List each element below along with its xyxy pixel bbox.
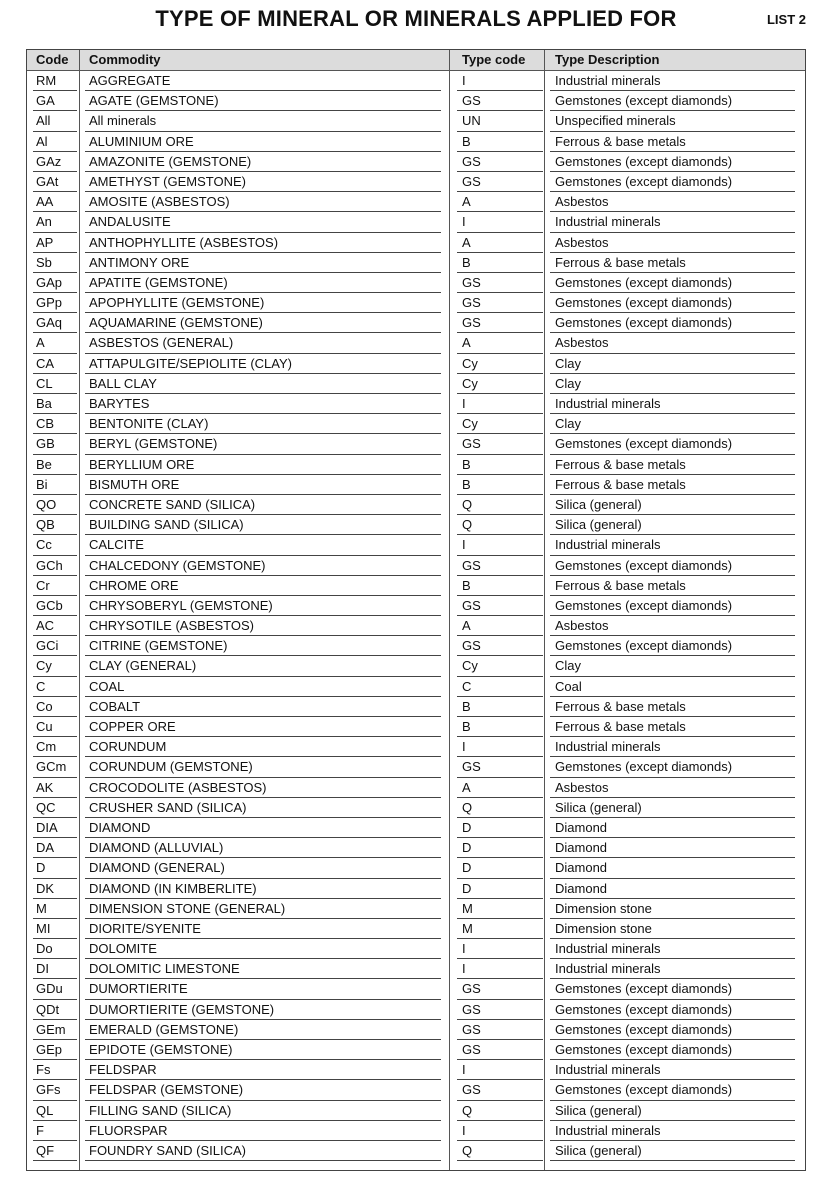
cell-type-description: Gemstones (except diamonds)	[555, 274, 733, 290]
cell-commodity: APOPHYLLITE (GEMSTONE)	[89, 295, 265, 311]
cell-type-description: Asbestos	[555, 618, 609, 634]
cell-type-description: Industrial minerals	[555, 961, 661, 977]
cell-type-description: Gemstones (except diamonds)	[555, 1001, 733, 1017]
cell-code: Cr	[36, 577, 50, 593]
cell-code: GCm	[36, 759, 67, 775]
table-row	[27, 1000, 805, 1020]
cell-code: A	[36, 335, 45, 351]
table-row	[27, 293, 805, 313]
cell-commodity: CORUNDUM	[89, 739, 167, 755]
cell-type-code: Cy	[462, 375, 478, 391]
cell-commodity: CLAY (GENERAL)	[89, 658, 197, 674]
table-row	[27, 132, 805, 152]
minerals-table	[26, 49, 806, 1171]
table-row	[27, 596, 805, 616]
cell-code: CA	[36, 355, 55, 371]
table-row	[27, 515, 805, 535]
cell-code: DIA	[36, 819, 58, 835]
table-row	[27, 434, 805, 454]
cell-commodity: BALL CLAY	[89, 375, 157, 391]
cell-commodity: CONCRETE SAND (SILICA)	[89, 496, 256, 512]
cell-type-code: B	[462, 698, 471, 714]
cell-code: Be	[36, 456, 52, 472]
cell-commodity: CORUNDUM (GEMSTONE)	[89, 759, 253, 775]
row-underline	[33, 1160, 77, 1161]
cell-type-code: A	[462, 234, 471, 250]
cell-commodity: FELDSPAR (GEMSTONE)	[89, 1082, 244, 1098]
cell-code: D	[36, 860, 46, 876]
cell-commodity: DOLOMITIC LIMESTONE	[89, 961, 240, 977]
table-row	[27, 91, 805, 111]
cell-type-code: Q	[462, 1142, 473, 1158]
table-row	[27, 576, 805, 596]
cell-type-description: Gemstones (except diamonds)	[555, 597, 733, 613]
cell-code: QL	[36, 1102, 54, 1118]
cell-code: GEp	[36, 1042, 63, 1057]
cell-type-description: Unspecified minerals	[555, 113, 676, 129]
list-label: LIST 2	[766, 12, 806, 27]
cell-type-description: Silica (general)	[555, 1102, 642, 1118]
cell-code: F	[36, 1122, 44, 1138]
cell-type-description: Ferrous & base metals	[555, 577, 686, 593]
cell-code: AP	[36, 234, 54, 250]
table-row	[27, 899, 805, 919]
cell-commodity: BERYLLIUM ORE	[89, 456, 195, 472]
table-row	[27, 455, 805, 475]
cell-type-description: Gemstones (except diamonds)	[555, 557, 733, 573]
table-row	[27, 879, 805, 899]
cell-commodity: DIAMOND (IN KIMBERLITE)	[89, 880, 257, 896]
cell-type-code: Cy	[462, 658, 478, 674]
table-row	[27, 919, 805, 939]
table-row	[27, 152, 805, 172]
cell-type-code: Cy	[462, 355, 478, 371]
cell-type-description: Gemstones (except diamonds)	[555, 93, 733, 109]
cell-type-description: Asbestos	[555, 335, 609, 351]
cell-type-description: Industrial minerals	[555, 941, 661, 957]
cell-commodity: DIORITE/SYENITE	[89, 920, 201, 936]
cell-code: Cu	[36, 719, 53, 734]
cell-code: QDt	[36, 1001, 60, 1017]
cell-type-code: I	[462, 941, 466, 957]
cell-type-description: Gemstones (except diamonds)	[555, 759, 733, 775]
cell-commodity: CHRYSOTILE (ASBESTOS)	[89, 618, 254, 634]
cell-type-code: GS	[462, 1001, 481, 1017]
cell-commodity: ATTAPULGITE/SEPIOLITE (CLAY)	[89, 355, 292, 371]
row-underline	[457, 1160, 543, 1161]
cell-type-description: Ferrous & base metals	[555, 133, 686, 149]
cell-commodity: AMOSITE (ASBESTOS)	[89, 194, 230, 210]
table-row	[27, 253, 805, 273]
table-row	[27, 212, 805, 232]
cell-code: An	[36, 214, 52, 230]
cell-code: All	[36, 113, 51, 129]
cell-type-code: GS	[462, 638, 481, 654]
cell-commodity: BUILDING SAND (SILICA)	[89, 517, 244, 533]
table-row	[27, 1080, 805, 1100]
cell-code: DA	[36, 840, 55, 856]
cell-type-code: GS	[462, 1021, 481, 1037]
cell-commodity: DIMENSION STONE (GENERAL)	[89, 900, 286, 916]
cell-type-description: Ferrous & base metals	[555, 698, 686, 714]
cell-code: QO	[36, 496, 57, 512]
cell-type-description: Clay	[555, 658, 582, 674]
cell-type-code: A	[462, 779, 471, 795]
cell-type-code: GS	[462, 315, 481, 331]
cell-commodity: COBALT	[89, 698, 141, 714]
cell-type-code: A	[462, 194, 471, 210]
cell-type-code: A	[462, 335, 471, 351]
cell-type-code: D	[462, 880, 472, 896]
table-row	[27, 838, 805, 858]
cell-type-description: Gemstones (except diamonds)	[555, 436, 733, 452]
table-row	[27, 697, 805, 717]
cell-commodity: BENTONITE (CLAY)	[89, 416, 209, 432]
cell-type-code: D	[462, 840, 472, 856]
cell-commodity: DIAMOND	[89, 819, 151, 835]
table-row	[27, 636, 805, 656]
cell-code: CL	[36, 375, 53, 391]
table-row	[27, 313, 805, 333]
cell-type-code: I	[462, 396, 466, 411]
cell-type-code: GS	[462, 436, 481, 452]
cell-commodity: CITRINE (GEMSTONE)	[89, 638, 228, 654]
cell-commodity: AGGREGATE	[89, 73, 171, 88]
cell-commodity: ANTIMONY ORE	[89, 254, 190, 270]
cell-code: GCb	[36, 597, 63, 613]
table-row	[27, 475, 805, 495]
cell-type-code: A	[462, 618, 471, 634]
table-header-row	[27, 50, 805, 71]
cell-code: GDu	[36, 981, 63, 997]
cell-commodity: DIAMOND (GENERAL)	[89, 860, 225, 876]
cell-type-description: Silica (general)	[555, 496, 642, 512]
cell-type-code: Q	[462, 799, 473, 815]
cell-code: Al	[36, 133, 48, 149]
cell-type-code: I	[462, 1062, 466, 1078]
cell-commodity: APATITE (GEMSTONE)	[89, 274, 228, 290]
cell-commodity: AMAZONITE (GEMSTONE)	[89, 153, 252, 169]
cell-commodity: BARYTES	[89, 396, 150, 411]
cell-type-description: Gemstones (except diamonds)	[555, 315, 733, 331]
cell-commodity: EPIDOTE (GEMSTONE)	[89, 1042, 233, 1057]
cell-commodity: BERYL (GEMSTONE)	[89, 436, 218, 452]
cell-commodity: DUMORTIERITE	[89, 981, 188, 997]
cell-code: GCi	[36, 638, 59, 654]
cell-code: M	[36, 900, 47, 916]
table-row	[27, 717, 805, 737]
table-row	[27, 1101, 805, 1121]
cell-type-description: Coal	[555, 678, 582, 694]
cell-commodity: CHRYSOBERYL (GEMSTONE)	[89, 597, 273, 613]
cell-commodity: FELDSPAR	[89, 1062, 157, 1078]
cell-type-code: GS	[462, 981, 481, 997]
header-commodity: Commodity	[89, 52, 161, 67]
cell-commodity: ALUMINIUM ORE	[89, 133, 194, 149]
cell-commodity: AGATE (GEMSTONE)	[89, 93, 219, 109]
cell-code: CB	[36, 416, 55, 432]
cell-commodity: ASBESTOS (GENERAL)	[89, 335, 234, 351]
cell-code: GEm	[36, 1021, 66, 1037]
cell-code: GAt	[36, 173, 59, 189]
cell-code: DI	[36, 961, 49, 977]
cell-code: GAz	[36, 153, 62, 169]
cell-commodity: COPPER ORE	[89, 719, 176, 734]
cell-type-code: B	[462, 476, 471, 492]
cell-type-description: Ferrous & base metals	[555, 719, 686, 734]
cell-commodity: AMETHYST (GEMSTONE)	[89, 173, 246, 189]
cell-type-description: Ferrous & base metals	[555, 476, 686, 492]
cell-type-description: Industrial minerals	[555, 739, 661, 755]
cell-commodity: DUMORTIERITE (GEMSTONE)	[89, 1001, 275, 1017]
cell-code: AC	[36, 618, 55, 634]
cell-type-code: I	[462, 214, 466, 230]
cell-type-description: Gemstones (except diamonds)	[555, 981, 733, 997]
cell-code: GFs	[36, 1082, 61, 1098]
table-row	[27, 333, 805, 353]
table-row	[27, 1121, 805, 1141]
cell-type-code: Q	[462, 517, 473, 533]
cell-type-code: GS	[462, 1042, 481, 1057]
table-row	[27, 556, 805, 576]
table-row	[27, 172, 805, 192]
cell-code: GB	[36, 436, 55, 452]
cell-type-code: B	[462, 456, 471, 472]
cell-code: GAq	[36, 315, 63, 331]
cell-code: RM	[36, 73, 57, 88]
cell-type-description: Industrial minerals	[555, 1062, 661, 1078]
table-row	[27, 535, 805, 555]
table-row	[27, 1141, 805, 1161]
cell-type-code: GS	[462, 274, 481, 290]
cell-code: Co	[36, 698, 53, 714]
cell-type-description: Industrial minerals	[555, 73, 661, 88]
table-row	[27, 233, 805, 253]
cell-commodity: FILLING SAND (SILICA)	[89, 1102, 232, 1118]
cell-commodity: CHROME ORE	[89, 577, 179, 593]
cell-code: Cc	[36, 537, 52, 553]
cell-code: GPp	[36, 295, 63, 311]
table-row	[27, 798, 805, 818]
cell-type-description: Diamond	[555, 819, 608, 835]
cell-type-description: Asbestos	[555, 194, 609, 210]
table-row	[27, 858, 805, 878]
cell-type-code: I	[462, 73, 466, 88]
cell-type-code: GS	[462, 153, 481, 169]
cell-code: Do	[36, 941, 53, 957]
cell-code: MI	[36, 920, 51, 936]
row-underline	[85, 1160, 441, 1161]
table-body	[27, 71, 805, 1161]
cell-type-description: Asbestos	[555, 779, 609, 795]
cell-type-code: D	[462, 860, 472, 876]
cell-commodity: CROCODOLITE (ASBESTOS)	[89, 779, 267, 795]
cell-type-description: Clay	[555, 375, 582, 391]
cell-type-code: B	[462, 719, 471, 734]
table-row	[27, 979, 805, 999]
cell-commodity: CHALCEDONY (GEMSTONE)	[89, 557, 266, 573]
cell-code: AA	[36, 194, 54, 210]
table-row	[27, 959, 805, 979]
cell-type-code: Cy	[462, 416, 478, 432]
cell-code: AK	[36, 779, 54, 795]
table-row	[27, 354, 805, 374]
table-row	[27, 414, 805, 434]
cell-code: Cm	[36, 739, 57, 755]
cell-type-code: I	[462, 537, 466, 553]
table-row	[27, 374, 805, 394]
cell-type-code: GS	[462, 557, 481, 573]
cell-code: QB	[36, 517, 55, 533]
cell-type-code: GS	[462, 759, 481, 775]
cell-code: Ba	[36, 396, 52, 411]
table-row	[27, 495, 805, 515]
cell-commodity: ANTHOPHYLLITE (ASBESTOS)	[89, 234, 279, 250]
table-row	[27, 778, 805, 798]
cell-type-description: Gemstones (except diamonds)	[555, 1042, 733, 1057]
cell-type-description: Industrial minerals	[555, 537, 661, 553]
table-row	[27, 1040, 805, 1060]
row-underline	[550, 1160, 795, 1161]
cell-type-code: I	[462, 961, 466, 977]
cell-commodity: ANDALUSITE	[89, 214, 171, 230]
cell-type-code: GS	[462, 1082, 481, 1098]
cell-commodity: DOLOMITE	[89, 941, 157, 957]
cell-type-code: Q	[462, 496, 473, 512]
table-row	[27, 111, 805, 131]
cell-commodity: DIAMOND (ALLUVIAL)	[89, 840, 224, 856]
table-row	[27, 818, 805, 838]
cell-type-description: Diamond	[555, 840, 608, 856]
cell-type-description: Gemstones (except diamonds)	[555, 1082, 733, 1098]
cell-code: GA	[36, 93, 55, 109]
cell-commodity: AQUAMARINE (GEMSTONE)	[89, 315, 263, 331]
cell-type-code: GS	[462, 295, 481, 311]
cell-code: Sb	[36, 254, 52, 270]
table-row	[27, 1060, 805, 1080]
cell-type-description: Gemstones (except diamonds)	[555, 295, 733, 311]
table-row	[27, 757, 805, 777]
table-row	[27, 71, 805, 91]
table-row	[27, 939, 805, 959]
cell-type-code: B	[462, 254, 471, 270]
cell-code: QF	[36, 1142, 55, 1158]
cell-type-code: M	[462, 900, 473, 916]
cell-type-description: Gemstones (except diamonds)	[555, 173, 733, 189]
cell-commodity: COAL	[89, 678, 125, 694]
cell-code: Bi	[36, 476, 48, 492]
cell-type-code: B	[462, 133, 471, 149]
cell-commodity: BISMUTH ORE	[89, 476, 180, 492]
cell-type-code: GS	[462, 173, 481, 189]
cell-type-description: Gemstones (except diamonds)	[555, 153, 733, 169]
header-code: Code	[36, 52, 69, 67]
cell-type-code: I	[462, 1122, 466, 1138]
cell-type-description: Industrial minerals	[555, 214, 661, 230]
cell-commodity: EMERALD (GEMSTONE)	[89, 1021, 239, 1037]
cell-type-code: C	[462, 678, 472, 694]
cell-type-description: Asbestos	[555, 234, 609, 250]
table-row	[27, 273, 805, 293]
table-row	[27, 394, 805, 414]
cell-type-description: Clay	[555, 355, 582, 371]
cell-code: C	[36, 678, 46, 694]
cell-code: GAp	[36, 274, 63, 290]
cell-type-description: Ferrous & base metals	[555, 254, 686, 270]
cell-type-description: Dimension stone	[555, 900, 652, 916]
table-row	[27, 656, 805, 676]
cell-type-code: GS	[462, 597, 481, 613]
cell-code: GCh	[36, 557, 63, 573]
cell-type-description: Industrial minerals	[555, 396, 661, 411]
cell-commodity: All minerals	[89, 113, 157, 129]
page-title: TYPE OF MINERAL OR MINERALS APPLIED FOR	[155, 6, 677, 31]
table-row	[27, 1020, 805, 1040]
table-row	[27, 616, 805, 636]
cell-commodity: CRUSHER SAND (SILICA)	[89, 799, 247, 815]
table-row	[27, 192, 805, 212]
cell-type-description: Silica (general)	[555, 799, 642, 815]
cell-type-description: Silica (general)	[555, 1142, 642, 1158]
header-type-description: Type Description	[555, 52, 660, 67]
cell-type-description: Industrial minerals	[555, 1122, 661, 1138]
cell-type-code: B	[462, 577, 471, 593]
cell-code: QC	[36, 799, 56, 815]
cell-type-description: Ferrous & base metals	[555, 456, 686, 472]
cell-code: Cy	[36, 658, 52, 674]
cell-commodity: FLUORSPAR	[89, 1122, 168, 1138]
cell-type-description: Dimension stone	[555, 920, 652, 936]
table-row	[27, 677, 805, 697]
cell-type-description: Silica (general)	[555, 517, 642, 533]
cell-type-description: Clay	[555, 416, 582, 432]
cell-type-code: I	[462, 739, 466, 755]
cell-type-description: Diamond	[555, 880, 608, 896]
cell-type-code: M	[462, 920, 473, 936]
cell-code: DK	[36, 880, 55, 896]
cell-type-description: Gemstones (except diamonds)	[555, 1021, 733, 1037]
cell-type-code: GS	[462, 93, 481, 109]
cell-commodity: CALCITE	[89, 537, 144, 553]
cell-type-description: Diamond	[555, 860, 608, 876]
cell-type-code: D	[462, 819, 472, 835]
header-type-code: Type code	[462, 52, 526, 67]
cell-type-description: Gemstones (except diamonds)	[555, 638, 733, 654]
cell-commodity: FOUNDRY SAND (SILICA)	[89, 1142, 246, 1158]
table-row	[27, 737, 805, 757]
cell-type-code: Q	[462, 1102, 473, 1118]
cell-type-code: UN	[462, 113, 481, 129]
cell-code: Fs	[36, 1062, 51, 1078]
